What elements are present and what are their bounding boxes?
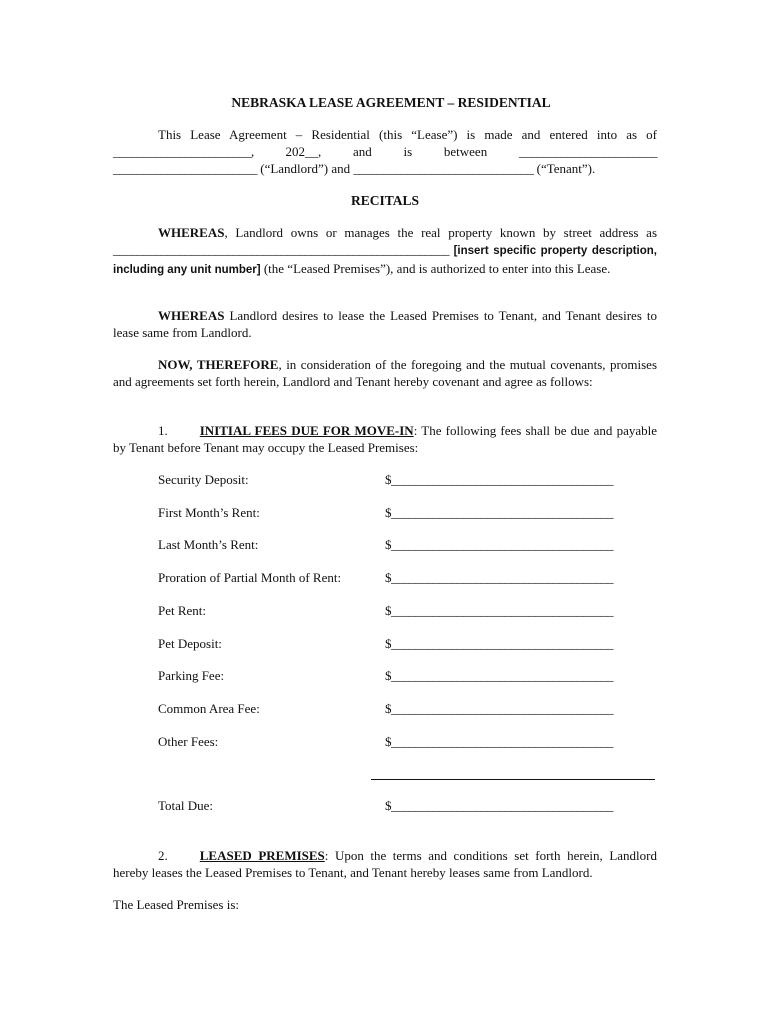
total-amount-blank: $_____________________________________: [385, 798, 613, 813]
recital-2-whereas: WHEREAS: [158, 308, 225, 323]
fee-row-pet-rent: [158, 602, 658, 619]
fee-row-total-due: [158, 797, 658, 814]
fee-amount-blank: $_____________________________________: [385, 701, 613, 716]
section-2-text: : Upon the terms and conditions set forth herein, Landlord hereby leases the Leased Premises to Tenant, and Tenant hereby leases same from Landlord.: [113, 848, 657, 880]
fee-amount-blank: $_____________________________________: [385, 537, 613, 552]
fee-amount-blank: $_____________________________________: [385, 472, 613, 487]
intro-line-3: [113, 160, 657, 177]
fee-amount-blank: $_____________________________________: [385, 603, 613, 618]
fee-label: Common Area Fee:: [158, 701, 260, 716]
fee-label: Proration of Partial Month of Rent:: [158, 570, 342, 585]
recital-2: [113, 307, 657, 341]
fee-label: Last Month’s Rent:: [158, 537, 259, 552]
fee-row-last-month-rent: [158, 536, 658, 553]
recitals-heading: RECITALS: [350, 193, 420, 208]
fee-label: Other Fees:: [158, 734, 219, 749]
recital-1-whereas: WHEREAS: [158, 225, 225, 240]
fee-amount-blank: $_____________________________________: [385, 636, 613, 651]
section-1-text: : The following fees shall be due and payable by Tenant before Tenant may occupy the Leased Premises:: [113, 423, 657, 455]
section-1-heading: INITIAL FEES DUE FOR MOVE-IN: [199, 423, 414, 438]
fee-row-parking-fee: [158, 667, 658, 684]
section-1-number: 1.: [158, 423, 168, 438]
intro-and: and: [352, 144, 372, 159]
insert-property-note: [insert specific property description, including any unit number]: [113, 245, 657, 276]
section-2-heading: LEASED PREMISES: [199, 848, 325, 863]
landlord-name-blank: _______________________: [518, 144, 657, 159]
section-2-number: 2.: [158, 848, 168, 863]
now-therefore-paragraph: [113, 356, 657, 390]
date-blank: _______________________,: [113, 144, 254, 159]
tenant-blank: ______________________________: [353, 161, 534, 176]
fee-amount-blank: $_____________________________________: [385, 505, 613, 520]
recital-1: [113, 224, 657, 279]
intro-text: This Lease Agreement – Residential (this “Lease”) is made and entered into as of: [158, 127, 657, 142]
fee-label: Parking Fee:: [158, 668, 225, 683]
fee-row-pet-deposit: [158, 635, 658, 652]
landlord-label: (“Landlord”) and: [260, 161, 351, 176]
intro-is: is: [403, 144, 413, 159]
fee-label: Security Deposit:: [158, 472, 249, 487]
now-therefore-bold: NOW, THEREFORE: [158, 357, 279, 372]
landlord-blank: ________________________: [113, 161, 257, 176]
year-blank: 202__,: [285, 144, 322, 159]
recital-2-text: Landlord desires to lease the Leased Premises to Tenant, and Tenant desires to lease same from Landlord.: [113, 308, 657, 340]
total-divider: [371, 779, 655, 780]
recital-1-text1: , Landlord owns or manages the real property known by street address as: [224, 225, 657, 240]
fee-amount-blank: $_____________________________________: [385, 734, 613, 749]
intro-line-1: [113, 126, 657, 143]
fee-row-security-deposit: [158, 471, 658, 488]
fee-row-other-fees: [158, 733, 658, 750]
section-2-paragraph: [113, 847, 657, 881]
fee-label: Pet Rent:: [158, 603, 207, 618]
total-label: Total Due:: [158, 798, 214, 813]
leased-premises-is: The Leased Premises is:: [113, 897, 239, 912]
recital-1-text2: (the “Leased Premises”), and is authorized to enter into this Lease.: [263, 261, 611, 276]
document-title: NEBRASKA LEASE AGREEMENT – RESIDENTIAL: [231, 95, 551, 110]
section-1-paragraph: [113, 422, 657, 456]
fee-row-common-area-fee: [158, 700, 658, 717]
fee-amount-blank: $_____________________________________: [385, 668, 613, 683]
now-therefore-text: , in consideration of the foregoing and the mutual covenants, promises and agreements set forth herein, Landlord and Tenant hereby covenant and agree as follows:: [113, 357, 658, 389]
property-address-blank: ________________________________________________________: [113, 242, 449, 257]
intro-line-2: [113, 143, 657, 160]
intro-between: between: [443, 144, 488, 159]
tenant-label: (“Tenant”).: [536, 161, 596, 176]
fee-row-first-month-rent: [158, 504, 658, 521]
fee-label: Pet Deposit:: [158, 636, 222, 651]
fee-amount-blank: $_____________________________________: [385, 570, 613, 585]
fee-row-proration: [158, 569, 658, 586]
fee-label: First Month’s Rent:: [158, 505, 260, 520]
